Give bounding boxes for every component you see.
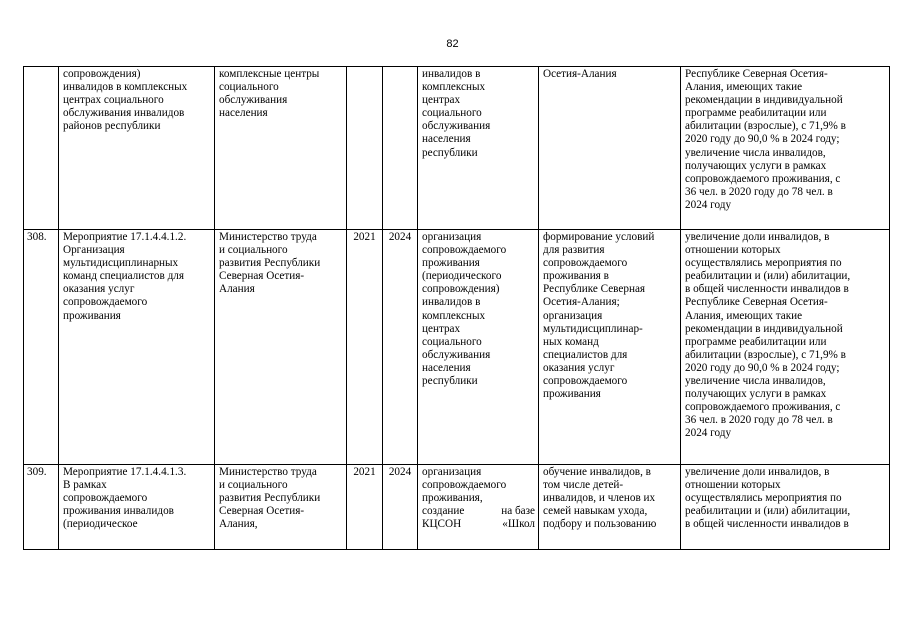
cell-end: 2024	[383, 465, 418, 550]
cell-line: и социального	[219, 244, 288, 257]
cell-line: проживания	[422, 257, 480, 270]
cell-line: организация	[422, 231, 482, 243]
cell-line: рекомендации в индивидуальной	[685, 94, 843, 107]
cell-name	[59, 230, 215, 465]
cell-line: центрах	[422, 94, 461, 107]
cell-word: КЦСОН	[422, 518, 462, 531]
cell-line: программе реабилитации или	[685, 335, 827, 348]
cell-line: и социального	[219, 479, 288, 492]
cell-result	[539, 465, 681, 550]
cell-line: Министерство труда	[219, 466, 317, 478]
cell-direction	[418, 230, 539, 465]
cell-line: Северная Осетия-	[219, 270, 305, 283]
cell-line: абилитации (взрослые), с 71,9% в	[685, 348, 846, 361]
cell-line: Мероприятие 17.1.4.4.1.2.	[63, 231, 187, 243]
cell-line: населения	[422, 361, 471, 374]
page-number: 82	[446, 38, 459, 50]
cell-line: программе реабилитации или	[685, 107, 827, 120]
cell-line: Республике Северная Осетия-	[685, 296, 828, 309]
cell-line: реабилитации и (или) абилитации,	[685, 270, 851, 283]
table-row	[24, 465, 890, 550]
cell-line: рекомендации в индивидуальной	[685, 322, 843, 335]
cell-line: организация	[543, 309, 603, 322]
table-row	[24, 67, 890, 230]
cell-line: развития Республики	[219, 492, 321, 505]
cell-line: населения	[422, 133, 471, 146]
cell-line: социального	[422, 335, 482, 348]
cell-line: 2020 году до 90,0 % в 2024 году;	[685, 133, 840, 146]
cell-line: Алания,	[219, 518, 258, 531]
cell-line: 2020 году до 90,0 % в 2024 году;	[685, 361, 840, 374]
cell-line: для развития	[543, 244, 605, 257]
cell-line: абилитации (взрослые), с 71,9% в	[685, 120, 846, 133]
cell-line: Министерство труда	[219, 231, 317, 243]
cell-direction	[418, 465, 539, 550]
cell-line: обучение инвалидов, в	[543, 466, 651, 478]
cell-line: Северная Осетия-	[219, 505, 305, 518]
cell-line: инвалидов в комплексных	[63, 81, 188, 94]
cell-line: получающих услуги в рамках	[685, 159, 827, 172]
cell-line: Организация	[63, 244, 125, 257]
cell-word: «Школ	[502, 518, 535, 531]
table-body	[24, 67, 890, 550]
cell-line: социального	[422, 107, 482, 120]
cell-line: центрах	[422, 322, 461, 335]
cell-line: (периодического	[422, 270, 502, 283]
cell-line: осуществлялись мероприятия по	[685, 257, 842, 270]
cell-indicator	[681, 67, 890, 230]
cell-name	[59, 465, 215, 550]
cell-line: увеличение числа инвалидов,	[685, 146, 826, 159]
cell-line: семей навыкам ухода,	[543, 505, 648, 518]
cell-executor	[215, 465, 347, 550]
cell-line: инвалидов, и членов их	[543, 492, 656, 505]
cell-line: увеличение доли инвалидов, в	[685, 231, 830, 243]
cell-line: республики	[422, 146, 478, 159]
cell-line: Республике Северная	[543, 283, 646, 296]
cell-line: 36 чел. в 2020 году до 78 чел. в	[685, 185, 833, 198]
cell-line: Алания, имеющих такие	[685, 81, 803, 94]
cell-line: проживания инвалидов	[63, 505, 174, 518]
cell-line: социального	[219, 81, 279, 94]
cell-line: проживания в	[543, 270, 609, 283]
cell-line: инвалидов в	[422, 68, 481, 80]
cell-result	[539, 67, 681, 230]
cell-line: населения	[219, 107, 268, 120]
measures-table	[23, 66, 890, 550]
cell-line: сопровождаемого проживания, с	[685, 172, 841, 185]
cell-line: мультидисциплинар-	[543, 322, 643, 335]
cell-line: Алания, имеющих такие	[685, 309, 803, 322]
cell-line	[422, 505, 535, 518]
cell-word: на базе	[501, 505, 535, 518]
cell-end: 2024	[383, 230, 418, 465]
cell-end	[383, 67, 418, 230]
cell-num: 308.	[24, 230, 59, 465]
cell-line: осуществлялись мероприятия по	[685, 492, 842, 505]
cell-line: проживания,	[422, 492, 483, 505]
cell-line: ных команд	[543, 335, 599, 348]
cell-line: развития Республики	[219, 257, 321, 270]
cell-line: том числе детей-	[543, 479, 624, 492]
cell-line: сопровождаемого	[422, 479, 507, 492]
cell-line: Осетия-Алания;	[543, 296, 620, 309]
cell-line: комплексных	[422, 81, 486, 94]
cell-line: обслуживания	[422, 348, 491, 361]
cell-line: оказания услуг	[63, 283, 135, 296]
cell-line	[422, 518, 535, 531]
cell-indicator	[681, 230, 890, 465]
cell-line: отношении которых	[685, 479, 781, 492]
cell-num: 309.	[24, 465, 59, 550]
cell-line: 36 чел. в 2020 году до 78 чел. в	[685, 414, 833, 427]
cell-line: отношении которых	[685, 244, 781, 257]
cell-line: центрах социального	[63, 94, 164, 107]
cell-line: в общей численности инвалидов в	[685, 283, 849, 296]
cell-line: республики	[422, 375, 478, 388]
cell-line: увеличение доли инвалидов, в	[685, 466, 830, 478]
cell-word: создание	[422, 505, 465, 518]
cell-line: комплексных	[422, 309, 486, 322]
cell-line: сопровождаемого	[63, 296, 148, 309]
cell-line: мультидисциплинарных	[63, 257, 179, 270]
cell-line: оказания услуг	[543, 361, 615, 374]
cell-line: комплексные центры	[219, 68, 320, 80]
cell-executor	[215, 230, 347, 465]
cell-line: формирование условий	[543, 231, 655, 243]
cell-line: реабилитации и (или) абилитации,	[685, 505, 851, 518]
cell-line: сопровождения)	[422, 283, 500, 296]
cell-start	[347, 67, 383, 230]
cell-line: 2024 году	[685, 427, 732, 440]
cell-line: сопровождения)	[63, 68, 141, 80]
cell-line: Мероприятие 17.1.4.4.1.3.	[63, 466, 187, 478]
cell-line: организация	[422, 466, 482, 478]
cell-line: обслуживания инвалидов	[63, 107, 185, 120]
cell-line: подбору и пользованию	[543, 518, 657, 531]
cell-start: 2021	[347, 465, 383, 550]
cell-executor	[215, 67, 347, 230]
cell-result	[539, 230, 681, 465]
cell-line: Алания	[219, 283, 255, 296]
cell-line: Республике Северная Осетия-	[685, 68, 828, 80]
cell-line: (периодическое	[63, 518, 138, 531]
cell-num	[24, 67, 59, 230]
cell-line: увеличение числа инвалидов,	[685, 375, 826, 388]
cell-direction	[418, 67, 539, 230]
cell-line: специалистов для	[543, 348, 628, 361]
cell-line: обслуживания	[219, 94, 288, 107]
cell-indicator	[681, 465, 890, 550]
cell-line: проживания	[63, 309, 121, 322]
cell-line: В рамках	[63, 479, 107, 492]
cell-line: сопровождаемого	[543, 257, 628, 270]
cell-line: инвалидов в	[422, 296, 481, 309]
cell-line: получающих услуги в рамках	[685, 388, 827, 401]
cell-line: сопровождаемого	[422, 244, 507, 257]
cell-line: команд специалистов для	[63, 270, 185, 283]
cell-line: проживания	[543, 388, 601, 401]
cell-line: сопровождаемого	[543, 375, 628, 388]
cell-line: сопровождаемого	[63, 492, 148, 505]
cell-start: 2021	[347, 230, 383, 465]
cell-line: сопровождаемого проживания, с	[685, 401, 841, 414]
table-row	[24, 230, 890, 465]
cell-name	[59, 67, 215, 230]
cell-line: районов республики	[63, 120, 161, 133]
cell-line: обслуживания	[422, 120, 491, 133]
cell-line: в общей численности инвалидов в	[685, 518, 849, 531]
cell-line: 2024 году	[685, 198, 732, 211]
cell-line: Осетия-Алания	[543, 68, 617, 80]
